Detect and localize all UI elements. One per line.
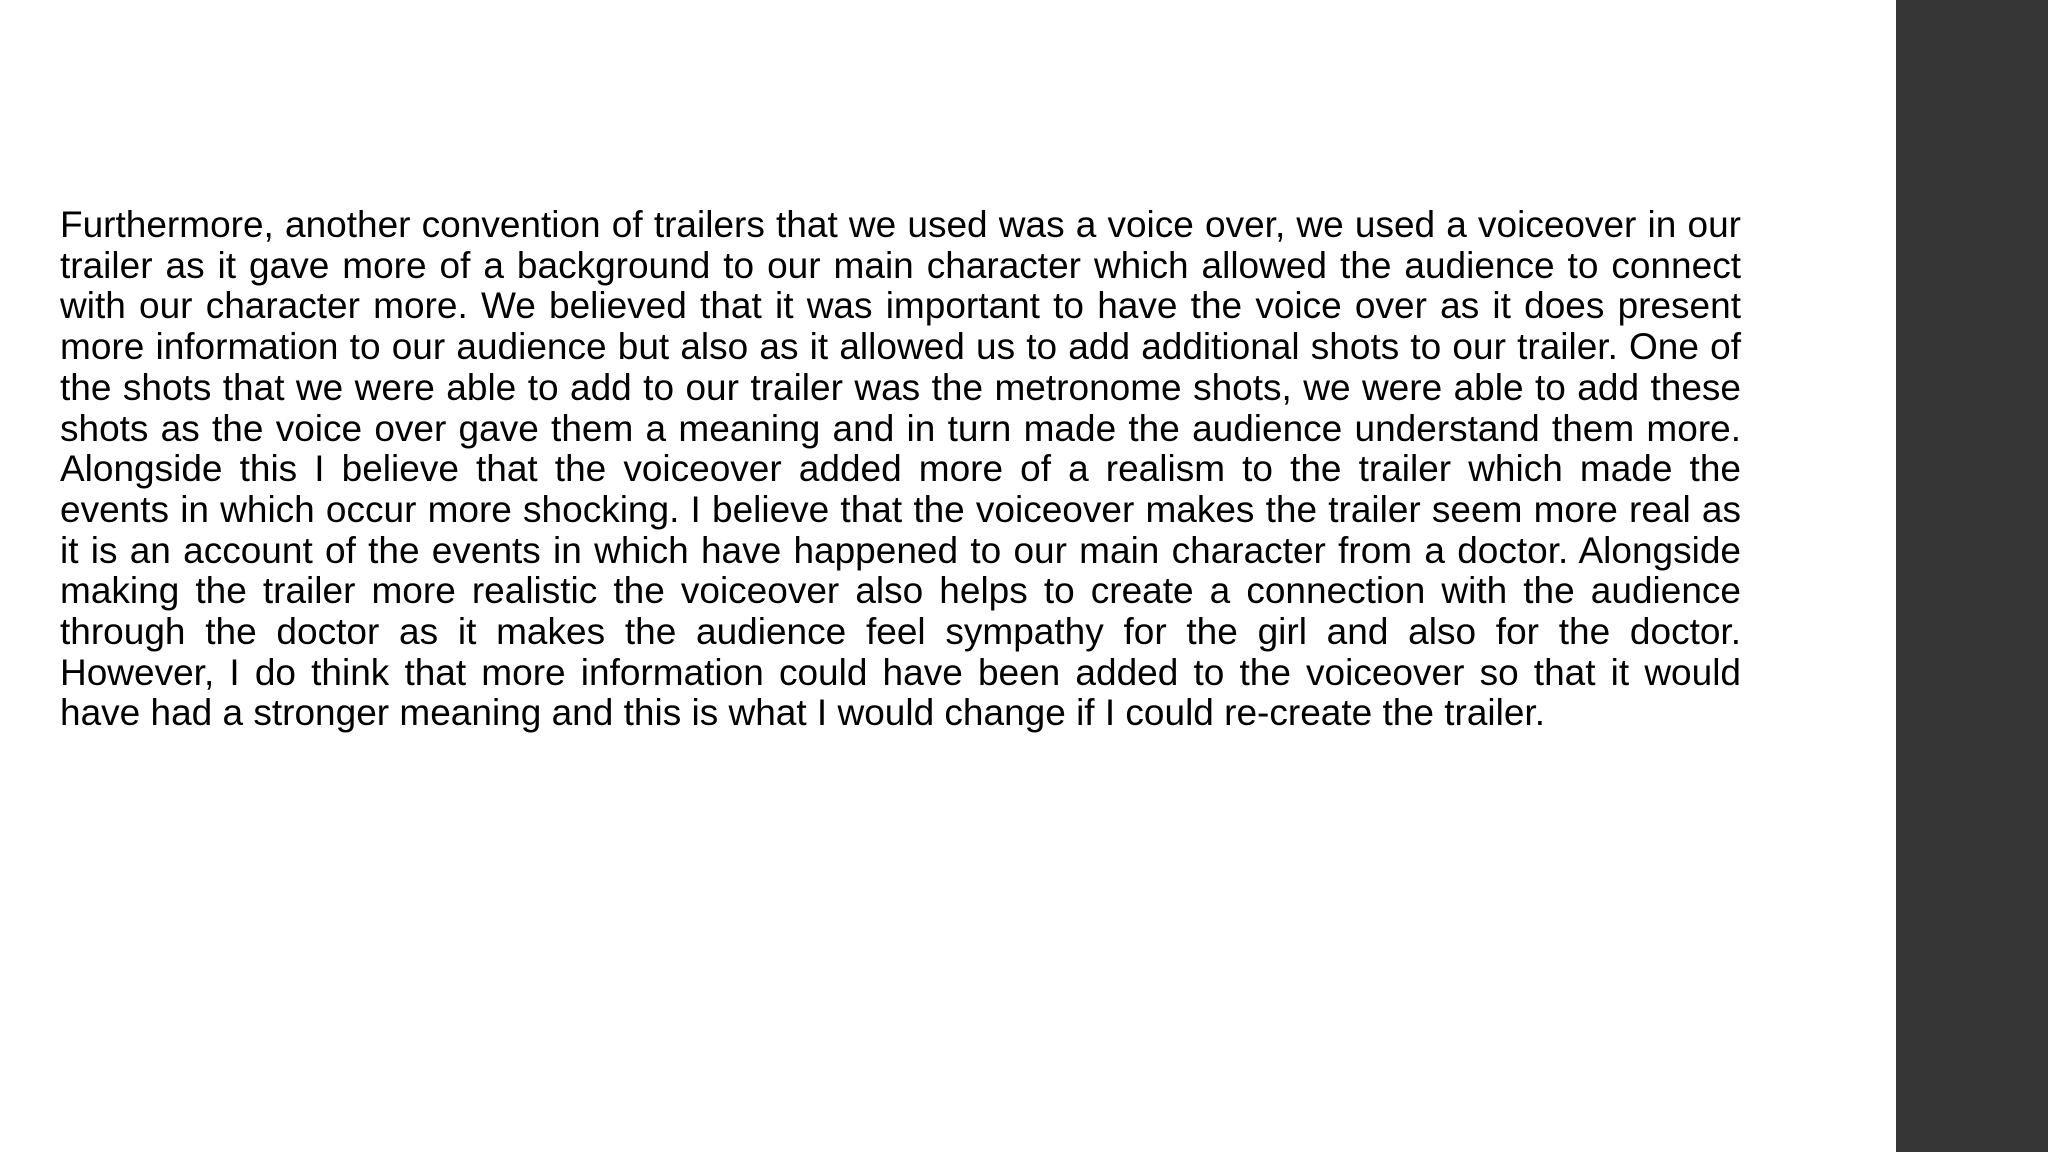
slide-body-text: Furthermore, another convention of trailers that we used was a voice over, we used a voiceover in our trailer as it gave more of a background to our main character which allowed the audience to connect with our character more. We believed that it was important to have the voice over as it does present more information to our audience but also as it allowed us to add additional shots to our trailer. One of the shots that we were able to add to our trailer was the metronome shots, we were able to add these shots as the voice over gave them a meaning and in turn made the audience understand them more. Alongside this I believe that the voiceover added more of a realism to the trailer which made the events in which occur more shocking. I believe that the voiceover makes the trailer seem more real as it is an account of the events in which have happened to our main character from a doctor. Alongside making the trailer more realistic the voiceover also helps to create a connection with the audience through the doctor as it makes the audience feel sympathy for the girl and also for the doctor. However, I do think that more information could have been added to the voiceover so that it would have had a stronger meaning and this is what I would change if I could re-create the trailer.: [60, 204, 1741, 734]
side-panel: [1896, 0, 2048, 1152]
